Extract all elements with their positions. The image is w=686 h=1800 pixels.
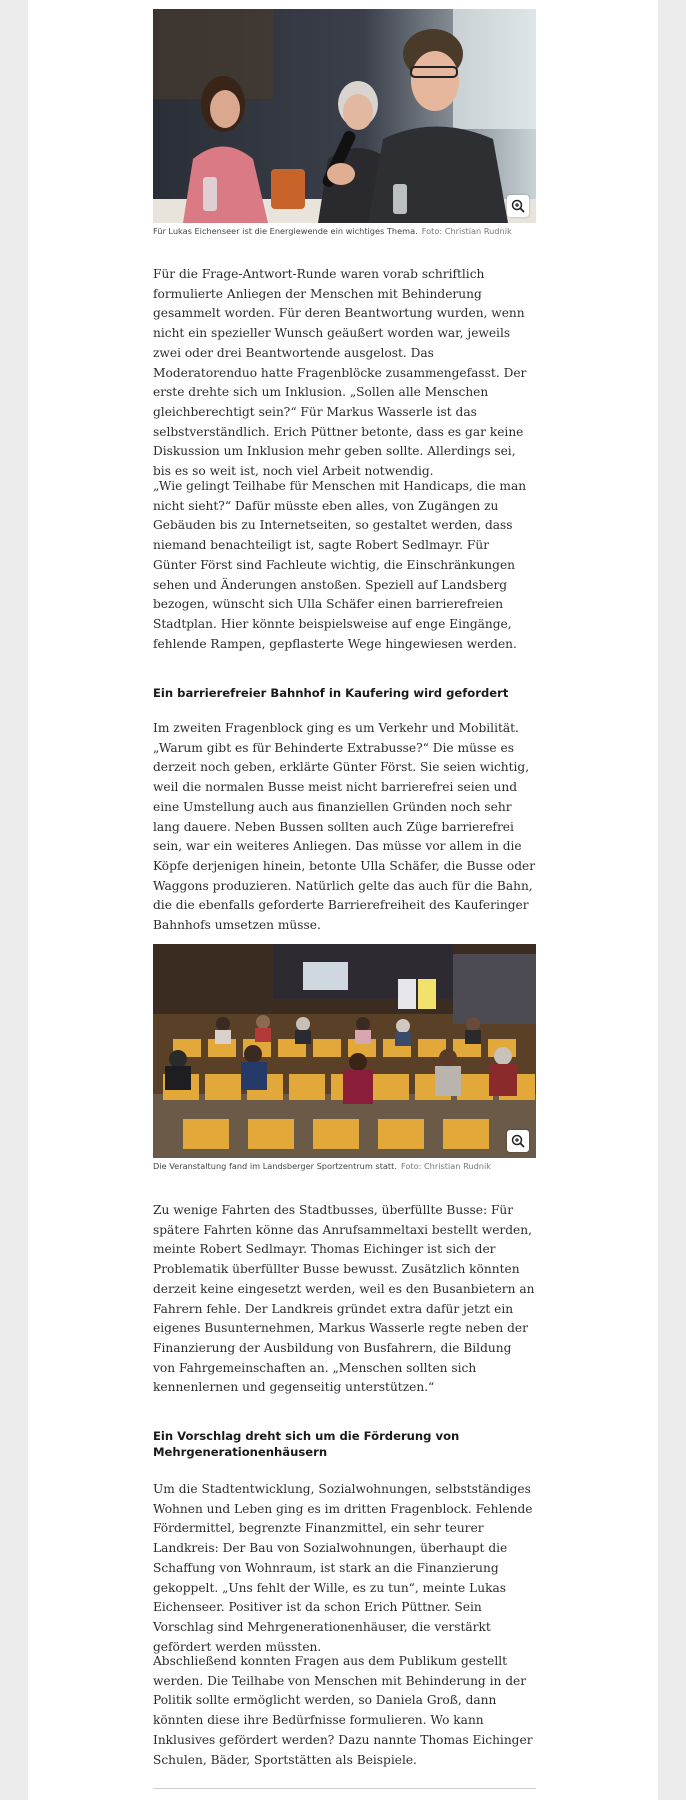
zoom-in-icon: [511, 199, 525, 213]
caption-text: Die Veranstaltung fand im Landsberger Sportzentrum statt.: [153, 1161, 397, 1171]
panel-photo[interactable]: [153, 9, 536, 223]
subheading: Ein barrierefreier Bahnhof in Kaufering wird gefordert: [153, 686, 509, 700]
paragraph: „Wie gelingt Teilhabe für Menschen mit Handicaps, die man nicht sieht?“ Dafür müsste eben alles, von Zugängen zu Gebäuden bis zu Internetseiten, so gestaltet werden, dass niemand benachteiligt ist, sagte Robert Sedlmayr. Für Günter Först sind Fachleute wichtig, die Einschränkungen sehen und Änderungen anstoßen. Speziell auf Landsberg bezogen, wünscht sich Ulla Schäfer einen barrierefreien Stadtplan. Hier könnte beispielsweise auf enge Eingänge, fehlende Rampen, gepflasterte Wege hingewiesen werden.: [153, 479, 527, 651]
article-body-3: [153, 719, 536, 936]
audience-photo[interactable]: [153, 944, 536, 1158]
subheading-1: [153, 685, 536, 701]
paragraph: Im zweiten Fragenblock ging es um Verkehr und Mobilität. „Warum gibt es für Behinderte Extrabusse?“ Die müsse es derzeit noch geben, erklärte Günter Först. Sie seien wichtig, weil die normalen Busse meist nicht barrierefrei seien und eine Umstellung auch aus finanziellen Gründen noch sehr lang dauere. Neben Bussen sollten auch Züge barrierefrei sein, war ein weiteres Anliegen. Das müsse vor allem in die Köpfe derjenigen hinein, betonte Ulla Schäfer, die Busse oder Waggons produzieren. Natürlich gelte das auch für die Bahn, die die ebenfalls geforderte Barrierefreiheit des Kauferinger Bahnhofs umsetzen müsse.: [153, 721, 536, 933]
article-body-6: [153, 1652, 536, 1770]
zoom-button[interactable]: [507, 195, 529, 217]
caption-text: Für Lukas Eichenseer ist die Energiewende ein wichtiges Thema.: [153, 226, 418, 236]
audience-photo-image: [153, 944, 536, 1158]
zoom-in-icon: [511, 1134, 525, 1148]
paragraph: Abschließend konnten Fragen aus dem Publikum gestellt werden. Die Teilhabe von Menschen mit Behinderung in der Politik sollte ermöglicht werden, so Daniela Groß, dann könnten diese ihre Bedürfnisse formulieren. Wo kann Inklusives gefördert werden? Dazu nannte Thomas Eichinger Schulen, Bäder, Sportstätten als Beispiele.: [153, 1654, 533, 1767]
paragraph: Zu wenige Fahrten des Stadtbusses, überfüllte Busse: Für spätere Fahrten könne das Anrufsammeltaxi bestellt werden, meinte Robert Sedlmayr. Thomas Eichinger ist sich der Problematik überfüllter Busse bewusst. Zusätzlich könnten derzeit keine eingesetzt werden, weil es den Busanbietern an Fahrern fehle. Der Landkreis gründet extra dafür jetzt ein eigenes Busunternehmen, Markus Wasserle regte neben der Finanzierung der Ausbildung von Busfahrern, die Bildung von Fahrgemeinschaften an. „Menschen sollten sich kennenlernen und gegenseitig unterstützen.“: [153, 1203, 535, 1395]
section-divider: [153, 1788, 536, 1789]
paragraph: Um die Stadtentwicklung, Sozialwohnungen, selbstständiges Wohnen und Leben ging es im dritten Fragenblock. Fehlende Fördermittel, begrenzte Finanzmittel, ein sehr teurer Landkreis: Der Bau von Sozialwohnungen, überhaupt die Schaffung von Wohnraum, ist stark an die Finanzierung gekoppelt. „Uns fehlt der Wille, es zu tun“, meinte Lukas Eichenseer. Positiver ist da schon Erich Püttner. Sein Vorschlag sind Mehrgenerationenhäuser, die verstärkt gefördert werden müssten.: [153, 1482, 533, 1654]
article-body-2: [153, 477, 536, 654]
figure-audience-photo: [153, 944, 536, 1171]
article-body-5: [153, 1480, 536, 1657]
article-body-4: [153, 1201, 536, 1398]
panel-photo-image: [153, 9, 536, 223]
figure-caption: [153, 1161, 536, 1171]
article-page: [28, 0, 658, 1800]
article-body-1: [153, 265, 536, 482]
figure-panel-photo: [153, 9, 536, 236]
paragraph: Für die Frage-Antwort-Runde waren vorab schriftlich formulierte Anliegen der Menschen mit Behinderung gesammelt worden. Für deren Beantwortung wurden, wenn nicht ein spezieller Wunsch geäußert worden war, jeweils zwei oder drei Beantwortende ausgelost. Das Moderatorenduo hatte Fragenblöcke zusammengefasst. Der erste drehte sich um Inklusion. „Sollen alle Menschen gleichberechtigt sein?“ Für Markus Wasserle ist das selbstverständlich. Erich Püttner betonte, dass es gar keine Diskussion um Inklusion mehr geben sollte. Allerdings sei, bis es so weit ist, noch viel Arbeit notwendig.: [153, 267, 527, 479]
subheading-2: [153, 1428, 536, 1460]
figure-caption: [153, 226, 536, 236]
photo-credit: Foto: Christian Rudnik: [400, 1161, 491, 1171]
zoom-button[interactable]: [507, 1130, 529, 1152]
subheading: Ein Vorschlag dreht sich um die Förderung von Mehrgenerationenhäusern: [153, 1429, 460, 1459]
photo-credit: Foto: Christian Rudnik: [421, 226, 512, 236]
